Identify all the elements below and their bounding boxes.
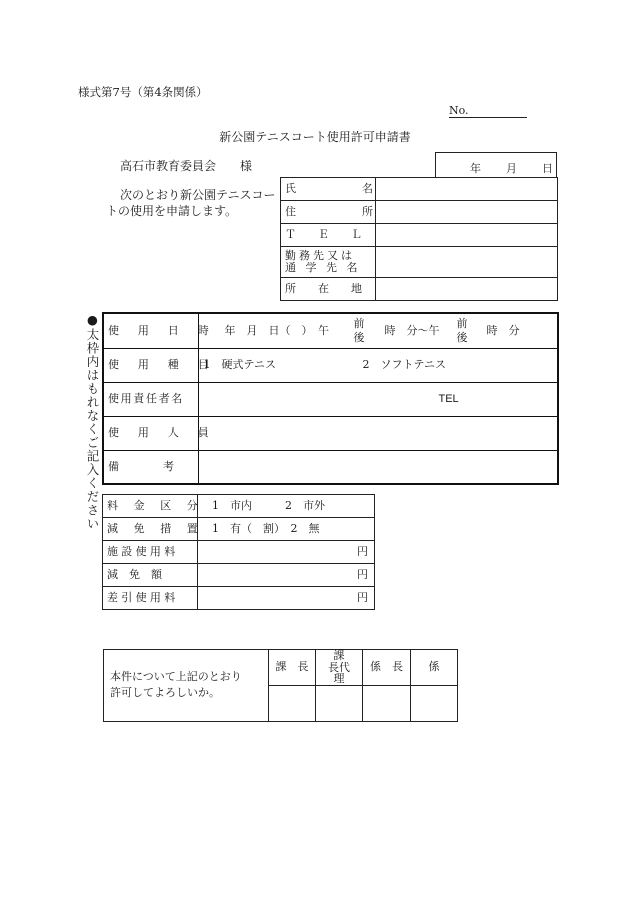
manager-label: 使用責任者名 <box>103 382 198 416</box>
tel-field[interactable] <box>376 224 558 247</box>
day-label: 日 <box>542 162 553 175</box>
am-pm-2 <box>457 317 468 345</box>
deputy-header <box>316 650 363 686</box>
usage-date-label: 使 用 日 時 <box>103 313 198 348</box>
deputy-label: 課 長代 理 <box>327 649 361 686</box>
net-fee-label: 差引使用料 <box>103 587 198 610</box>
date-template: 年 月 日（ ） 午 <box>224 324 329 337</box>
discount-field[interactable]: 円 <box>198 564 375 587</box>
statement-line1: 次のとおり新公園テニスコー <box>120 188 276 202</box>
deputy-stamp-field[interactable] <box>316 685 363 721</box>
exemption-label: 減 免 措 置 <box>103 518 198 541</box>
fee-category-label: 料 金 区 分 <box>103 495 198 518</box>
table-row <box>103 541 375 564</box>
am-pm-1 <box>354 317 365 345</box>
staff-stamp-field[interactable] <box>411 685 458 721</box>
year-label: 年 <box>470 162 481 175</box>
facility-fee-field[interactable]: 円 <box>198 541 375 564</box>
month-label: 月 <box>506 162 517 175</box>
table-row <box>103 313 558 348</box>
table-row <box>104 650 458 686</box>
address-field[interactable] <box>376 201 558 224</box>
am-label-1: 前 <box>353 317 365 330</box>
number-label: No. <box>449 104 469 117</box>
address-label: 住 所 <box>281 201 376 224</box>
number-field[interactable] <box>449 104 527 118</box>
name-field[interactable] <box>376 178 558 201</box>
discount-label: 減 免 額 <box>103 564 198 587</box>
location-field[interactable] <box>376 278 558 301</box>
usage-type-label: 使 用 種 目 <box>103 348 198 382</box>
manager-tel-label: TEL <box>438 392 459 405</box>
fee-category-options[interactable]: 1 市内 2 市外 <box>198 495 375 518</box>
approval-question-line1: 本件について上記のとおり <box>110 670 242 684</box>
type-option-2: 2 ソフトテニス <box>362 357 447 371</box>
approval-question <box>104 650 269 722</box>
form-number: 様式第7号（第4条関係） <box>78 85 208 99</box>
pm-label-2: 後 <box>456 330 468 344</box>
approval-question-line2: 許可してよろしいか。 <box>110 686 220 700</box>
usage-date-field[interactable] <box>198 313 558 348</box>
am-label-2: 前 <box>456 317 468 330</box>
facility-fee-label: 施設使用料 <box>103 541 198 564</box>
location-label: 所 在 地 <box>281 278 376 301</box>
usage-table <box>102 312 559 485</box>
pm-label-1: 後 <box>353 330 365 344</box>
remarks-label: 備 考 <box>103 450 198 484</box>
table-row <box>281 247 558 278</box>
staff-header: 係 <box>411 650 458 686</box>
page-title: 新公園テニスコート使用許可申請書 <box>219 130 411 144</box>
statement-line2: トの使用を申請します。 <box>106 204 238 218</box>
subsection-chief-stamp-field[interactable] <box>363 685 411 721</box>
manager-field[interactable] <box>198 382 558 416</box>
table-row <box>281 178 558 201</box>
workplace-label <box>281 247 376 278</box>
table-row <box>281 201 558 224</box>
subsection-chief-header: 係 長 <box>363 650 411 686</box>
members-label: 使 用 人 員 <box>103 416 198 450</box>
fee-table <box>102 494 375 610</box>
table-row <box>103 382 558 416</box>
table-row <box>103 564 375 587</box>
table-row <box>103 416 558 450</box>
name-label: 氏 名 <box>281 178 376 201</box>
tel-label: Ｔ Ｅ Ｌ <box>281 224 376 247</box>
members-field[interactable] <box>198 416 558 450</box>
workplace-label-line1: 勤務先又は <box>285 248 355 262</box>
net-fee-field[interactable]: 円 <box>198 587 375 610</box>
date-box[interactable] <box>435 152 557 177</box>
usage-type-field[interactable] <box>198 348 558 382</box>
applicant-table <box>280 177 558 301</box>
addressee: 高石市教育委員会 様 <box>120 159 253 173</box>
exemption-options[interactable]: 1 有（ 割） 2 無 <box>198 518 375 541</box>
side-note: ●太枠内はもれなくご記入ください <box>85 312 100 531</box>
workplace-label-line2: 通 学 先 名 <box>285 261 361 274</box>
time-middle: 時 分〜午 <box>384 324 440 337</box>
workplace-field[interactable] <box>376 247 558 278</box>
table-row <box>103 450 558 484</box>
chief-stamp-field[interactable] <box>269 685 316 721</box>
type-option-1: 1 硬式テニス <box>203 357 277 371</box>
table-row <box>103 495 375 518</box>
table-row <box>103 587 375 610</box>
approval-table <box>103 649 458 722</box>
chief-header: 課 長 <box>269 650 316 686</box>
table-row <box>281 278 558 301</box>
table-row <box>103 348 558 382</box>
table-row <box>281 224 558 247</box>
table-row <box>103 518 375 541</box>
remarks-field[interactable] <box>198 450 558 484</box>
time-end: 時 分 <box>486 324 520 337</box>
